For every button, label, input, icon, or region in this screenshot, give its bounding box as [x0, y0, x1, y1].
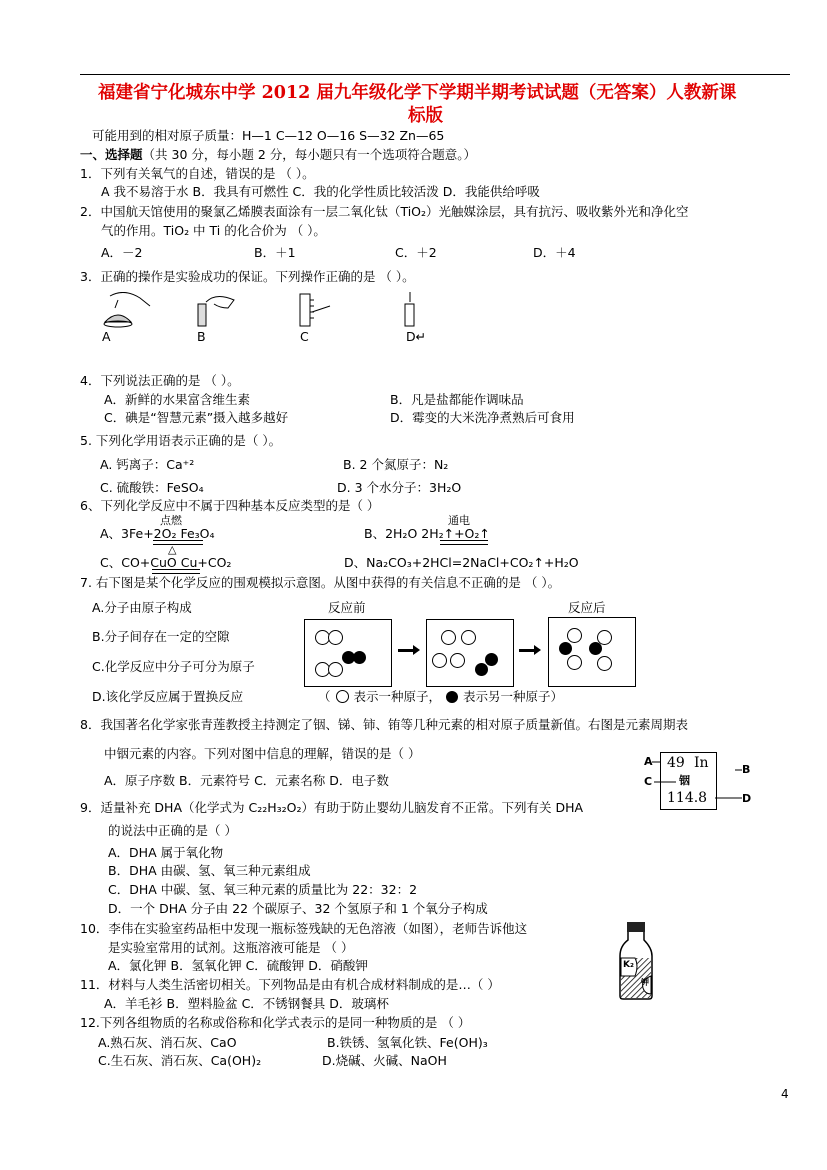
q8-stem-2: 中铟元素的内容。下列对图中信息的理解，错误的是（ ） [104, 746, 421, 761]
q4-option-b: B．凡是盐都能作调味品 [390, 392, 524, 407]
q11-stem: 11．材料与人类生活密切相关。下列物品是由有机合成材料制成的是…（ ） [80, 977, 500, 992]
q2-option-b: B．＋1 [254, 245, 296, 260]
q7-option-a: A.分子由原子构成 [92, 600, 192, 615]
q3-label-d: D↵ [406, 329, 427, 344]
element-symbol: In [694, 755, 709, 771]
alcohol-lamp-image [104, 292, 150, 327]
atomic-masses: 可能用到的相对原子质量：H—1 C—12 O—16 S—32 Zn—65 [92, 128, 445, 143]
q12-option-b: B.铁锈、氢氧化铁、Fe(OH)₃ [327, 1035, 488, 1050]
label-c: C [644, 775, 653, 788]
q5-option-d: D. 3 个水分子：3H₂O [337, 480, 462, 495]
q10-stem-2: 是实验室常用的试剂。这瓶溶液可能是 （ ） [108, 940, 354, 955]
lab-operation-images [100, 292, 430, 328]
title-line-1: 福建省宁化城东中学 2012 届九年级化学下学期半期考试试题（无答案）人教新课 [98, 83, 737, 103]
arrow-icon [519, 649, 535, 652]
test-tube-pour-image [198, 296, 234, 326]
q9-stem-2: 的说法中正确的是（ ） [108, 823, 237, 838]
q6-stem: 6、下列化学反应中不属于四种基本反应类型的是（ ） [80, 498, 380, 513]
bottle-label-potassium: 钾 [641, 978, 649, 987]
q3-label-a: A [102, 329, 111, 344]
q4-option-d: D．霉变的大米洗净煮熟后可食用 [390, 410, 575, 425]
q6-option-b: B、2H₂O 2H₂↑+O₂↑ [364, 526, 490, 541]
black-atom [559, 642, 572, 655]
atomic-mass: 114.8 [667, 790, 708, 806]
q1-stem: 1．下列有关氧气的自述，错误的是 （ ）。 [80, 166, 315, 181]
q3-stem: 3．正确的操作是实验成功的保证。下列操作正确的是 （ ）。 [80, 269, 415, 284]
q12-option-d: D.烧碱、火碱、NaOH [322, 1053, 447, 1068]
q9-option-a: A．DHA 属于氧化物 [108, 845, 224, 860]
q6-option-a: A、3Fe+2O₂ Fe₃O₄ [100, 526, 215, 541]
q7-option-c: C.化学反应中分子可分为原子 [92, 659, 255, 674]
black-atom-icon [446, 691, 458, 703]
q9-stem-1: 9．适量补充 DHA（化学式为 C₂₂H₃₂O₂）有助于防止婴幼儿脑发育不正常。下列有关 DHA [80, 800, 584, 815]
black-atom [353, 651, 366, 664]
after-box [548, 617, 636, 687]
q4-stem: 4．下列说法正确的是 （ ）。 [80, 373, 240, 388]
white-atom [328, 662, 343, 677]
q6-b-condition: 通电 [448, 514, 470, 527]
q4-option-a: A．新鲜的水果富含维生素 [104, 392, 251, 407]
white-atom [567, 628, 582, 643]
white-atom [441, 630, 456, 645]
q7-legend: （ 表示一种原子， 表示另一种原子） [318, 689, 563, 704]
black-atom [475, 663, 488, 676]
q7-option-d: D.该化学反应属于置换反应 [92, 689, 244, 704]
equation-bar [440, 540, 488, 545]
q5-option-c: C. 硫酸铁：FeSO₄ [100, 480, 204, 495]
equation-bar [152, 569, 200, 574]
arrow-icon [398, 649, 414, 652]
white-atom [597, 656, 612, 671]
black-atom [589, 642, 602, 655]
q6-option-d: D、Na₂CO₃+2HCl=2NaCl+CO₂↑+H₂O [344, 555, 579, 570]
q11-options: A．羊毛衫 B．塑料脸盆 C．不锈钢餐具 D．玻璃杯 [104, 996, 389, 1011]
label-b: B [742, 763, 751, 776]
q9-option-d: D．一个 DHA 分子由 22 个碳原子、32 个氢原子和 1 个氧分子构成 [108, 901, 488, 916]
q9-option-b: B．DHA 由碳、氢、氧三种元素组成 [108, 863, 311, 878]
white-atom [567, 655, 582, 670]
middle-box [426, 619, 514, 687]
title-line-2: 标版 [408, 106, 443, 126]
q6-c-condition: △ [168, 543, 177, 556]
label-d: D [742, 792, 752, 805]
q1-options: A 我不易溶于水 B．我具有可燃性 C．我的化学性质比较活泼 D．我能供给呼吸 [101, 184, 540, 199]
q5-option-b: B. 2 个氮原子：N₂ [343, 457, 449, 472]
q12-option-a: A.熟石灰、消石灰、CaO [98, 1035, 237, 1050]
section-heading [80, 147, 476, 163]
label-a: A [644, 755, 653, 768]
q3-label-b: B [197, 329, 206, 344]
equation-bar [153, 540, 203, 545]
q12-option-c: C.生石灰、消石灰、Ca(OH)₂ [98, 1053, 262, 1068]
white-atom [328, 630, 343, 645]
section-note: （共 30 分，每小题 2 分，每小题只有一个选项符合题意。） [142, 147, 477, 162]
before-label: 反应前 [328, 600, 366, 615]
q2-option-d: D．＋4 [533, 245, 576, 260]
after-label: 反应后 [568, 600, 606, 615]
section-title: 一、选择题 [80, 147, 143, 162]
graduated-cylinder-image [300, 294, 330, 326]
q6-a-condition: 点燃 [160, 514, 182, 527]
q3-label-c: C [300, 329, 309, 344]
element-name: 铟 [679, 774, 690, 787]
white-atom-icon [336, 690, 349, 703]
q7-stem: 7. 右下图是某个化学反应的围观模拟示意图。从图中获得的有关信息不正确的是 （ ）。 [80, 575, 561, 590]
white-atom [450, 653, 465, 668]
dropper-tube-image [405, 292, 414, 326]
q12-stem: 12.下列各组物质的名称或俗称和化学式表示的是同一种物质的是 （ ） [80, 1015, 471, 1030]
white-atom [432, 653, 447, 668]
q8-stem-1: 8．我国著名化学家张青莲教授主持测定了铟、锑、铈、铕等几种元素的相对原子质量新值。右图是元素周期表 [80, 717, 688, 732]
q6-option-c: C、CO+CuO Cu+CO₂ [100, 555, 232, 570]
before-box [304, 619, 392, 687]
bottle-label-k2: K₂ [623, 960, 634, 970]
white-atom [461, 630, 476, 645]
label-lines [650, 760, 745, 805]
black-atom [485, 653, 498, 666]
q5-option-a: A. 钙离子：Ca⁺² [100, 457, 195, 472]
atomic-number: 49 [667, 755, 685, 771]
q10-options: A．氯化钾 B．氢氧化钾 C．硫酸钾 D．硝酸钾 [108, 958, 368, 973]
q4-option-c: C．碘是“智慧元素”摄入越多越好 [104, 410, 289, 425]
page-number: 4 [781, 1087, 789, 1101]
header-rule [80, 74, 790, 75]
q5-stem: 5. 下列化学用语表示正确的是（ ）。 [80, 433, 282, 448]
q10-stem-1: 10．李伟在实验室药品柜中发现一瓶标签残缺的无色溶液（如图），老师告诉他这 [80, 921, 528, 936]
q9-option-c: C．DHA 中碳、氢、氧三种元素的质量比为 22：32：2 [108, 882, 418, 897]
q8-options: A．原子序数 B．元素符号 C．元素名称 D．电子数 [104, 773, 389, 788]
q2-stem-2: 气的作用。TiO₂ 中 Ti 的化合价为 （ ）。 [101, 223, 326, 238]
q2-option-a: A．－2 [101, 245, 143, 260]
q2-option-c: C．＋2 [395, 245, 437, 260]
q7-option-b: B.分子间存在一定的空隙 [92, 629, 230, 644]
q2-stem-1: 2．中国航天馆使用的聚氯乙烯膜表面涂有一层二氧化钛（TiO₂）光触媒涂层，具有抗污、吸收紫外光和净化空 [80, 204, 689, 219]
